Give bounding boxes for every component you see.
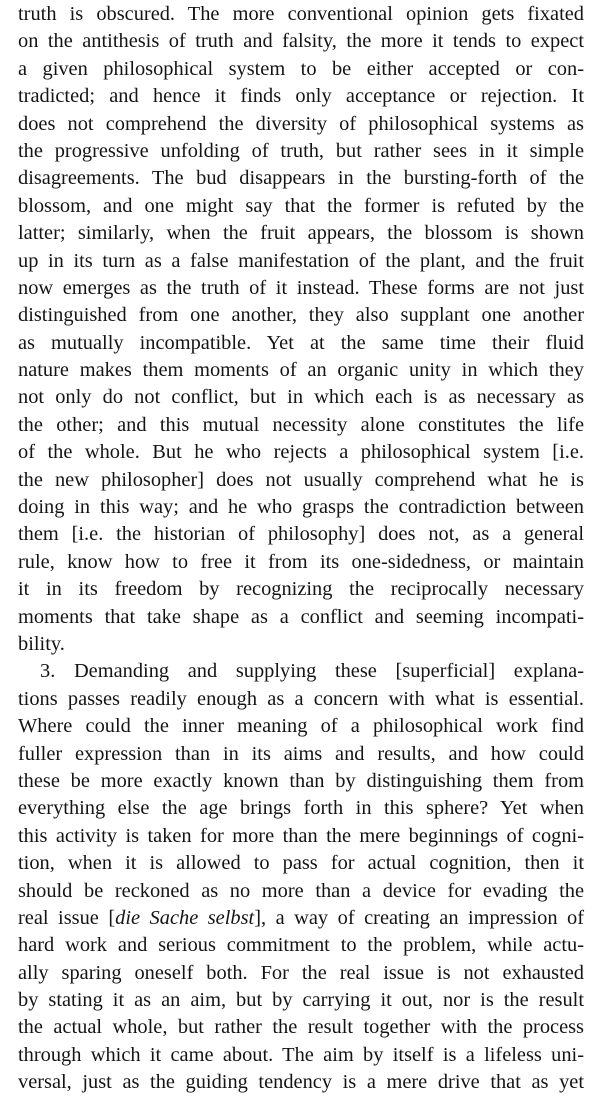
text-line: the progressive unfolding of truth, but rather sees in it simple [18,139,584,162]
text-line: the new philosopher] does not usually comprehend what he is [18,468,584,491]
text-line: tions passes readily enough as a concern with what is essential. [18,687,584,710]
text-line: up in its turn as a false manifestation of the plant, and the fruit [18,249,584,272]
document-page [18,1,584,1097]
text-line: hard work and serious commitment to the problem, while actu- [18,934,584,957]
text-line: tion, when it is allowed to pass for actual cognition, then it [18,852,584,875]
text-line: nature makes them moments of an organic unity in which they [18,359,584,382]
italic-term: die Sache selbst [115,906,255,929]
text-line: as mutually incompatible. Yet at the same time their fluid [18,331,584,354]
text-line: everything else the age brings forth in this sphere? Yet when [18,797,584,820]
text-line: should be reckoned as no more than a device for evading the [18,879,584,902]
text-line: latter; similarly, when the fruit appears, the blossom is shown [18,222,584,245]
text-line: this activity is taken for more than the mere beginnings of cogni- [18,824,584,847]
text-fragment: ], a way of creating an impression of [254,906,584,929]
text-line: truth is obscured. The more conventional opinion gets fixated [18,3,584,25]
text-line: now emerges as the truth of it instead. These forms are not just [18,276,584,299]
text-line: the actual whole, but rather the result together with the process [18,1016,584,1039]
text-line: Where could the inner meaning of a philosophical work find [18,715,584,738]
text-line: on the antithesis of truth and falsity, the more it tends to expect [18,30,584,53]
text-line: of the whole. But he who rejects a philosophical system [i.e. [18,441,584,464]
text-line: does not comprehend the diversity of philosophical systems as [18,112,584,135]
text-line: versal, just as the guiding tendency is a mere drive that as yet [18,1071,584,1094]
text-line: blossom, and one might say that the former is refuted by the [18,194,584,217]
text-line: these be more exactly known than by distinguishing them from [18,769,584,792]
text-line: them [i.e. the historian of philosophy] does not, as a general [18,523,584,546]
text-line: a given philosophical system to be either accepted or con- [18,57,584,80]
text-line: moments that take shape as a conflict and seeming incompati- [18,605,584,628]
text-line: it in its freedom by recognizing the reciprocally necessary [18,578,584,601]
text-line: tradicted; and hence it finds only acceptance or rejection. It [18,85,584,108]
text-fragment: real issue [ [18,906,116,929]
text-line: by stating it as an aim, but by carrying it out, nor is the result [18,989,584,1012]
text-line: the other; and this mutual necessity alone constitutes the life [18,413,584,436]
text-line: not only do not conflict, but in which each is as necessary as [18,386,584,409]
text-line: through which it came about. The aim by itself is a lifeless uni- [18,1043,584,1066]
text-line [18,905,584,932]
text-line: 3. Demanding and supplying these [superficial] explana- [40,660,584,683]
text-line: bility. [18,632,65,655]
text-line: fuller expression than in its aims and results, and how could [18,742,584,765]
text-line: rule, know how to free it from its one-sidedness, or maintain [18,550,584,573]
text-line: disagreements. The bud disappears in the bursting-forth of the [18,167,584,190]
text-line: distinguished from one another, they also supplant one another [18,304,584,327]
text-line: doing in this way; and he who grasps the contradiction between [18,496,584,519]
text-line: ally sparing oneself both. For the real issue is not exhausted [18,961,584,984]
